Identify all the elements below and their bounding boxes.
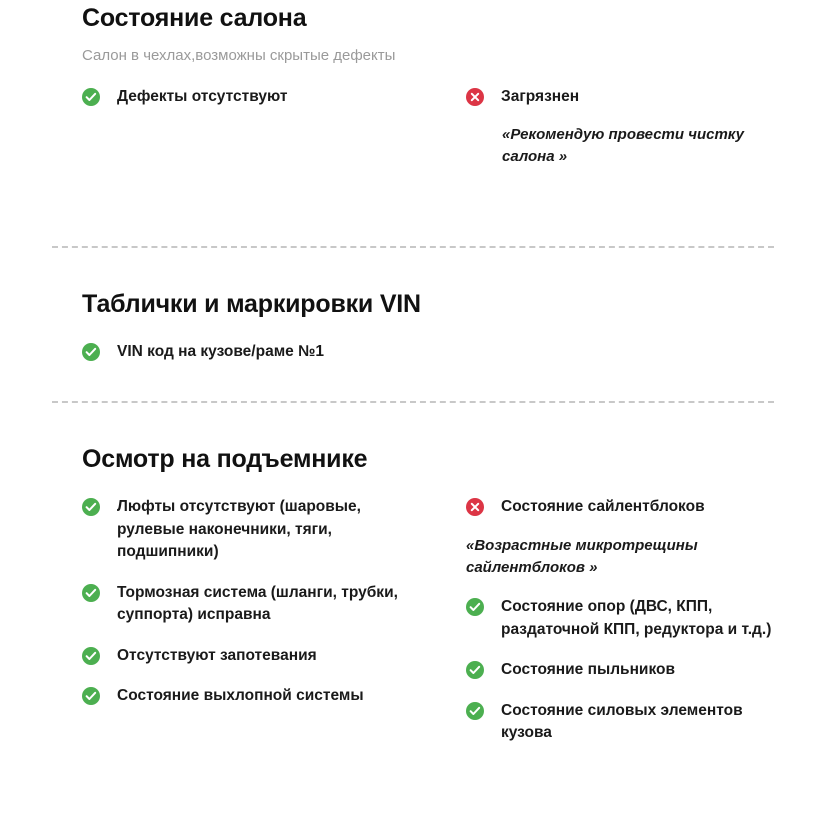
check-circle-icon bbox=[82, 647, 100, 665]
check-circle-icon bbox=[466, 702, 484, 720]
spacer bbox=[0, 403, 826, 441]
check-circle-icon bbox=[82, 343, 100, 361]
section-subtitle: Салон в чехлах,возможны скрытые дефекты bbox=[82, 47, 396, 64]
section-interior-condition bbox=[0, 0, 826, 186]
section-title: Таблички и маркировки VIN bbox=[82, 289, 421, 318]
items-column-right bbox=[428, 341, 774, 363]
list-item-label: VIN код на кузове/раме №1 bbox=[117, 342, 324, 360]
list-item bbox=[82, 341, 428, 363]
list-item bbox=[466, 700, 774, 745]
page-title: Состояние салона bbox=[82, 4, 307, 32]
spacer bbox=[0, 363, 826, 401]
section-lift-inspection bbox=[0, 441, 826, 744]
list-item-note: «Возрастные микротрещины сайлентблоков » bbox=[466, 536, 698, 576]
list-item bbox=[82, 496, 428, 563]
list-item-label: Загрязнен bbox=[501, 88, 580, 105]
items-columns bbox=[82, 341, 774, 363]
spacer bbox=[0, 248, 826, 286]
list-item bbox=[82, 645, 428, 667]
list-item bbox=[82, 685, 428, 707]
list-item bbox=[82, 582, 428, 627]
list-item-label: Состояние пыльников bbox=[501, 661, 676, 679]
list-item bbox=[466, 596, 774, 641]
list-item-label: Дефекты отсутствуют bbox=[117, 88, 288, 105]
check-circle-icon bbox=[82, 584, 100, 602]
list-item-label: Состояние выхлопной системы bbox=[117, 687, 364, 705]
list-item-label: Состояние силовых элементов кузова bbox=[501, 701, 743, 742]
list-item bbox=[466, 496, 774, 518]
check-circle-icon bbox=[466, 598, 484, 616]
list-item bbox=[466, 86, 774, 108]
list-item-label: Состояние сайлентблоков bbox=[501, 498, 705, 516]
items-column-left bbox=[82, 341, 428, 363]
spacer bbox=[0, 186, 826, 246]
items-column-left bbox=[82, 86, 428, 186]
close-circle-icon bbox=[466, 88, 484, 106]
list-item-note: «Рекомендую провести чистку салона » bbox=[502, 126, 744, 166]
items-column-right bbox=[428, 496, 774, 744]
list-item-label: Люфты отсутствуют (шаровые, рулевые наконечники, тяги, подшипники) bbox=[117, 498, 361, 561]
check-circle-icon bbox=[82, 498, 100, 516]
section-title: Осмотр на подъемнике bbox=[82, 445, 368, 474]
list-item-label: Состояние опор (ДВС, КПП, раздаточной КПП, редуктора и т.д.) bbox=[501, 598, 772, 638]
items-columns bbox=[82, 496, 774, 744]
close-circle-icon bbox=[466, 498, 484, 516]
items-column-right bbox=[428, 86, 774, 186]
check-circle-icon bbox=[82, 88, 100, 106]
list-item bbox=[82, 86, 428, 108]
check-circle-icon bbox=[82, 687, 100, 705]
section-vin-plates bbox=[0, 286, 826, 363]
list-item bbox=[466, 659, 774, 681]
check-circle-icon bbox=[466, 661, 484, 679]
items-columns bbox=[82, 86, 774, 186]
items-column-left bbox=[82, 496, 428, 744]
list-item-label: Тормозная система (шланги, трубки, суппорта) исправна bbox=[117, 583, 398, 624]
list-item-label: Отсутствуют запотевания bbox=[117, 646, 317, 664]
